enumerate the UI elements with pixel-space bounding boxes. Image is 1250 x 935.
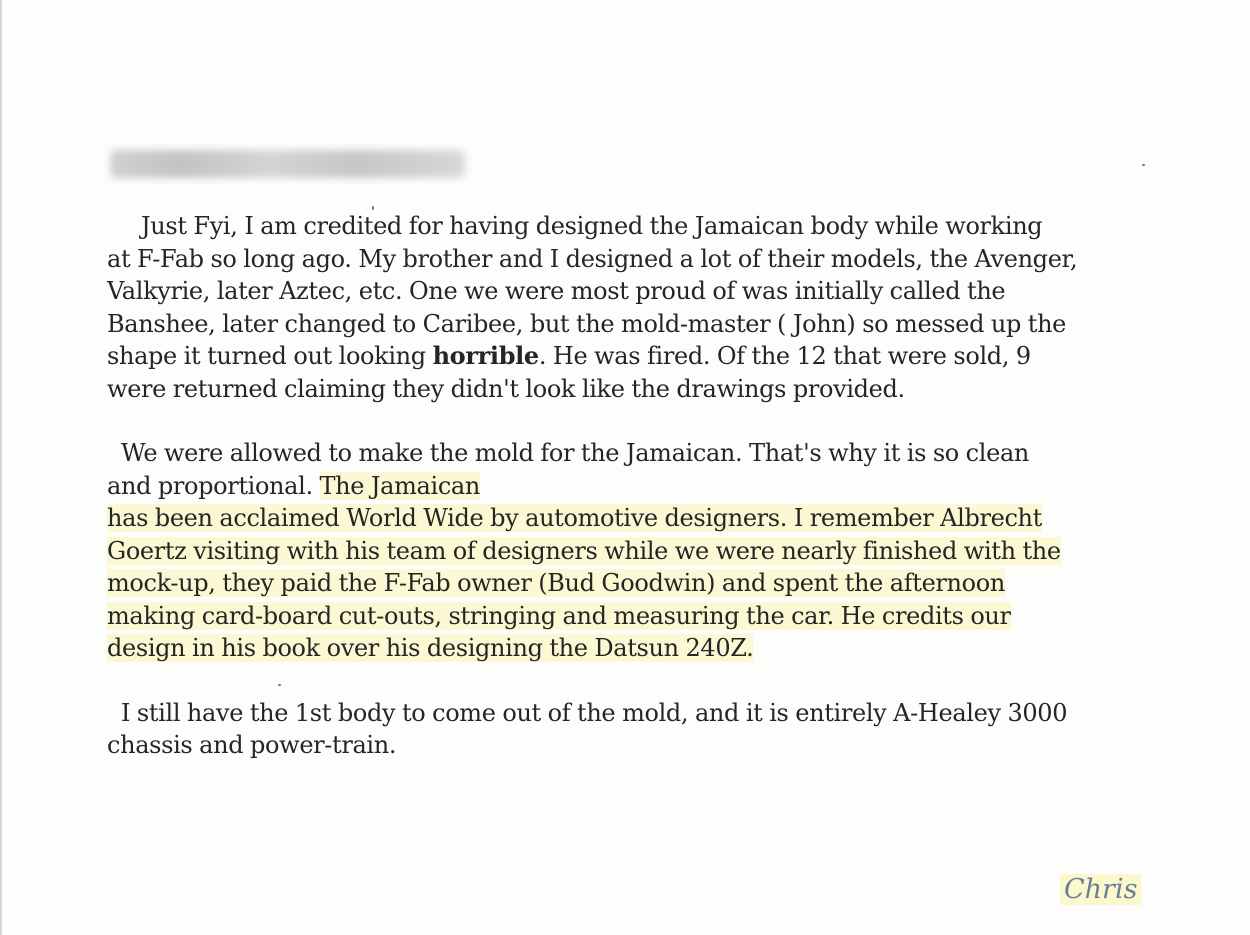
paragraph-2-line-4: [107, 535, 1167, 568]
highlighted-text: design in his book over his designing the Datsun 240Z.: [107, 634, 754, 662]
paragraph-1-line-5: [107, 340, 1167, 373]
line-5-start: shape it turned out looking: [107, 342, 433, 370]
paragraph-1-line-3: Valkyrie, later Aztec, etc. One we were most proud of was initially called the: [107, 277, 1006, 305]
letter-body: [107, 210, 1167, 762]
line-5-end: . He was fired. Of the 12 that were sold, 9: [538, 342, 1031, 370]
paragraph-spacer: [107, 665, 1167, 697]
paragraph-2-line-1: We were allowed to make the mold for the Jamaican. That's why it is so clean: [121, 439, 1030, 467]
paragraph-spacer: [107, 405, 1167, 437]
paragraph-1-line-6: were returned claiming they didn't look like the drawings provided.: [107, 374, 905, 403]
line-2-start: and proportional.: [107, 471, 320, 500]
emphasis-horrible: horrible: [432, 341, 539, 370]
paragraph-1-line-1: Just Fyi, I am credited for having designed the Jamaican body while working: [141, 212, 1043, 240]
paragraph-2-line-3: [107, 502, 1167, 535]
paragraph-1-line-2: at F-Fab so long ago. My brother and I designed a lot of their models, the Avenger,: [107, 244, 1078, 273]
paragraph-1: [107, 210, 1167, 405]
highlighted-text: Goertz visiting with his team of designers while we were nearly finished with the: [107, 536, 1061, 565]
scan-speck: [1142, 164, 1145, 166]
signature: Chris: [1060, 874, 1141, 905]
paragraph-2-line-5: [107, 567, 1167, 600]
paragraph-1-line-4: Banshee, later changed to Caribee, but the mold-master ( John) so messed up the: [107, 309, 1067, 338]
paragraph-2-line-6: [107, 600, 1167, 633]
paragraph-3-line-2: chassis and power-train.: [107, 731, 397, 759]
paragraph-2-line-2: [107, 470, 1167, 503]
paragraph-2: [107, 437, 1167, 665]
paragraph-3: [107, 697, 1167, 762]
paragraph-2-line-7: [107, 632, 1167, 665]
redacted-greeting: [110, 150, 465, 178]
highlighted-text: has been acclaimed World Wide by automotive designers. I remember Albrecht: [107, 504, 1042, 532]
highlighted-text: mock-up, they paid the F-Fab owner (Bud Goodwin) and spent the afternoon: [107, 569, 1005, 597]
highlighted-text: making card-board cut-outs, stringing and measuring the car. He credits our: [107, 601, 1011, 630]
paragraph-3-line-1: I still have the 1st body to come out of the mold, and it is entirely A-Healey 3000: [121, 698, 1068, 727]
highlighted-text: The Jamaican: [319, 471, 480, 500]
